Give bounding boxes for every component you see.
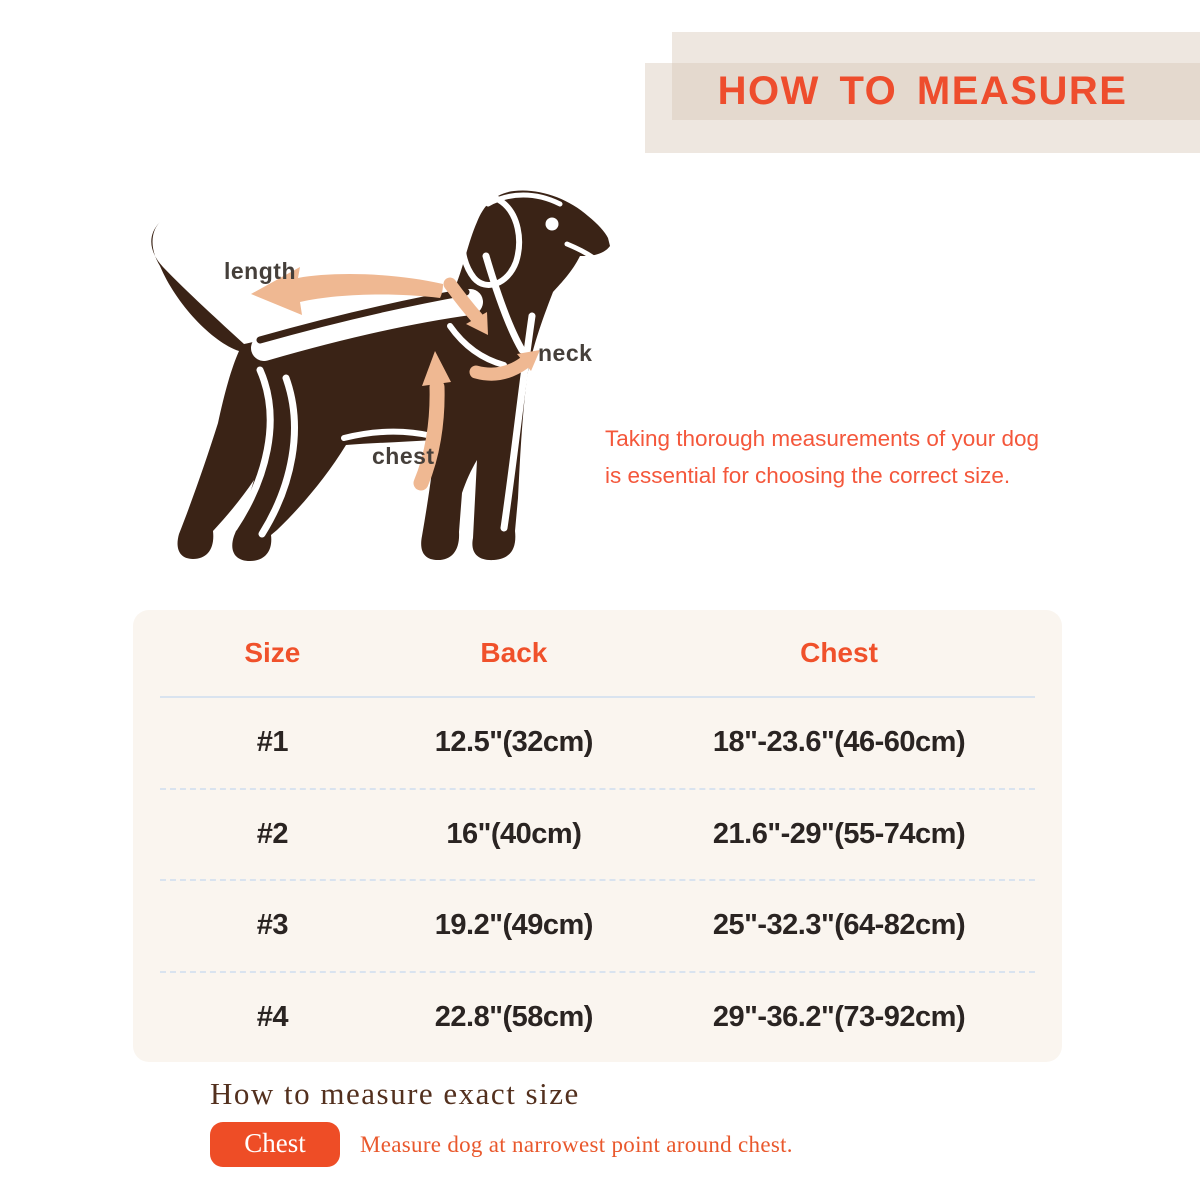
- length-label: length: [224, 258, 296, 284]
- cell-chest: 29"-36.2"(73-92cm): [712, 1000, 966, 1033]
- cell-size: #1: [256, 726, 288, 759]
- cell-back: 19.2"(49cm): [434, 909, 593, 942]
- footer-note: Measure dog at narrowest point around chest.: [360, 1131, 793, 1157]
- cell-chest: 18"-23.6"(46-60cm): [712, 726, 966, 759]
- cell-chest: 25"-32.3"(64-82cm): [712, 909, 966, 942]
- table-row: [133, 881, 1062, 971]
- footer-row: [210, 1122, 793, 1167]
- cell-back: 12.5"(32cm): [434, 726, 593, 759]
- table-row: [133, 973, 1062, 1063]
- size-table: [133, 610, 1062, 1062]
- measurement-note-line1: Taking thorough measurements of your dog: [605, 426, 1040, 451]
- neck-label: neck: [538, 340, 593, 366]
- table-row: [133, 790, 1062, 880]
- dog-body: [151, 190, 610, 561]
- eye: [546, 218, 559, 231]
- dog-illustration: [130, 180, 630, 600]
- cell-size: #3: [256, 909, 288, 942]
- cell-size: #4: [256, 1000, 288, 1033]
- column-header-back: Back: [480, 637, 548, 668]
- cell-chest: 21.6"-29"(55-74cm): [712, 817, 966, 850]
- cell-size: #2: [256, 817, 288, 850]
- dog-measurement-diagram: [130, 180, 630, 600]
- chest-label: chest: [372, 443, 435, 469]
- cell-back: 22.8"(58cm): [434, 1000, 593, 1033]
- column-header-chest: Chest: [800, 637, 878, 668]
- measurement-note: [605, 420, 1065, 494]
- cell-back: 16"(40cm): [446, 817, 582, 850]
- table-row: [133, 698, 1062, 788]
- column-header-size: Size: [244, 637, 301, 668]
- chest-button[interactable]: Chest: [210, 1122, 340, 1167]
- footer-heading: How to measure exact size: [210, 1076, 580, 1111]
- page-title: HOW TO MEASURE: [717, 69, 1128, 113]
- measurement-note-line2: is essential for choosing the correct size.: [605, 463, 1011, 488]
- table-header-row: [133, 610, 1062, 696]
